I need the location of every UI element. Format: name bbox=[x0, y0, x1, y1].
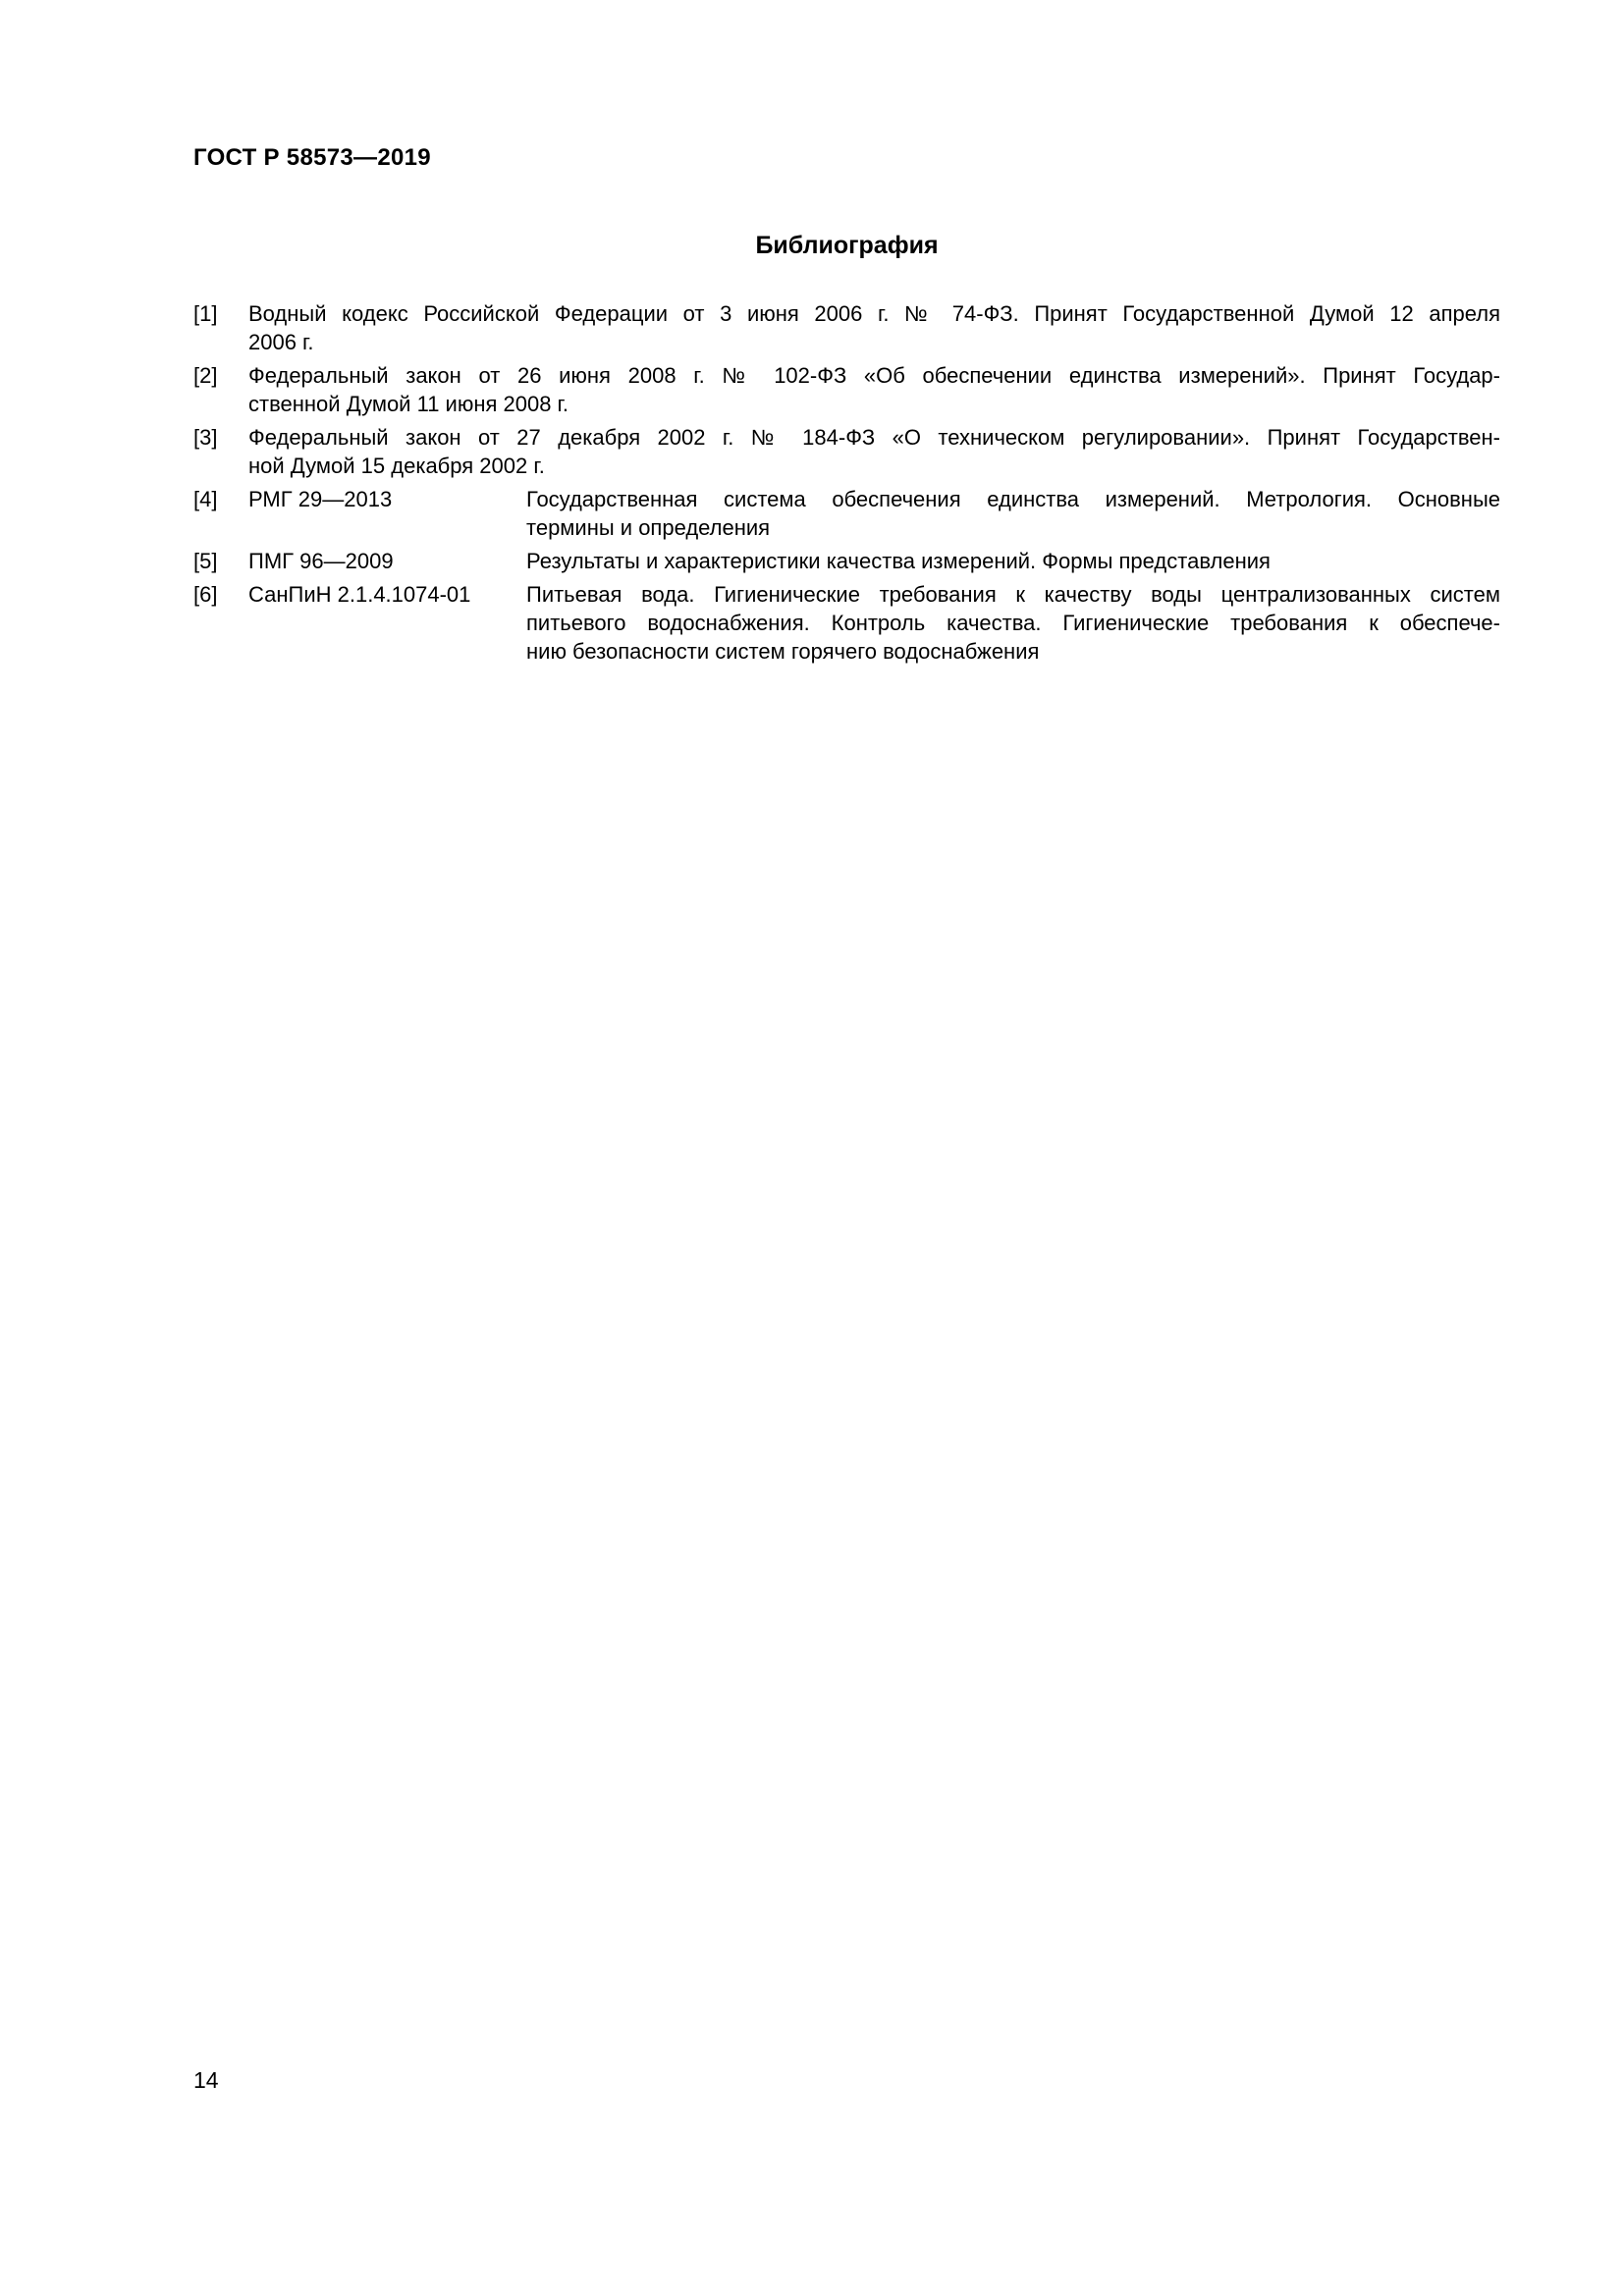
reference-text bbox=[248, 299, 1500, 356]
reference-line: нию безопасности систем горячего водоснабжения bbox=[526, 639, 1040, 664]
reference-line: Результаты и характеристики качества измерений. Формы представления bbox=[526, 549, 1271, 573]
reference-number: [1] bbox=[193, 301, 218, 326]
document-header: ГОСТ Р 58573—2019 bbox=[193, 144, 431, 171]
reference-line: Питьевая вода. Гигиенические требования к качеству воды централизованных систем bbox=[526, 582, 1500, 607]
page-number: 14 bbox=[193, 2067, 219, 2093]
reference-text bbox=[248, 423, 1500, 480]
reference-line: Водный кодекс Российской Федерации от 3 июня 2006 г. № 74-ФЗ. Принят Государственной Думой 12 апреля bbox=[248, 301, 1500, 326]
reference-text bbox=[248, 361, 1500, 418]
reference-item-4 bbox=[193, 485, 1500, 542]
page-title: Библиография bbox=[755, 232, 939, 259]
reference-number: [6] bbox=[193, 582, 218, 607]
reference-number: [3] bbox=[193, 425, 218, 450]
reference-number: [5] bbox=[193, 549, 218, 573]
reference-item-1 bbox=[193, 299, 1500, 356]
reference-line: термины и определения bbox=[526, 515, 771, 540]
reference-line: Федеральный закон от 27 декабря 2002 г. № 184-ФЗ «О техническом регулировании». Принят Государствен- bbox=[248, 425, 1500, 450]
reference-line: питьевого водоснабжения. Контроль качества. Гигиенические требования к обеспече- bbox=[526, 611, 1500, 635]
reference-line: Государственная система обеспечения единства измерений. Метрология. Основные bbox=[526, 487, 1500, 511]
reference-text bbox=[526, 485, 1500, 542]
reference-line: 2006 г. bbox=[248, 330, 314, 354]
reference-number: [4] bbox=[193, 487, 218, 511]
reference-number: [2] bbox=[193, 363, 218, 388]
reference-line: ственной Думой 11 июня 2008 г. bbox=[248, 392, 569, 416]
reference-text bbox=[526, 580, 1500, 666]
reference-item-3 bbox=[193, 423, 1500, 480]
reference-designation: СанПиН 2.1.4.1074-01 bbox=[248, 582, 471, 607]
reference-line: ной Думой 15 декабря 2002 г. bbox=[248, 454, 545, 478]
reference-item-6 bbox=[193, 580, 1500, 666]
reference-line: Федеральный закон от 26 июня 2008 г. № 102-ФЗ «Об обеспечении единства измерений». Принят Государ- bbox=[248, 363, 1500, 388]
reference-text bbox=[526, 547, 1500, 575]
reference-item-2 bbox=[193, 361, 1500, 418]
reference-designation: РМГ 29—2013 bbox=[248, 487, 393, 511]
reference-item-5 bbox=[193, 547, 1500, 575]
bibliography-list bbox=[193, 299, 1500, 666]
reference-designation: ПМГ 96—2009 bbox=[248, 549, 394, 573]
